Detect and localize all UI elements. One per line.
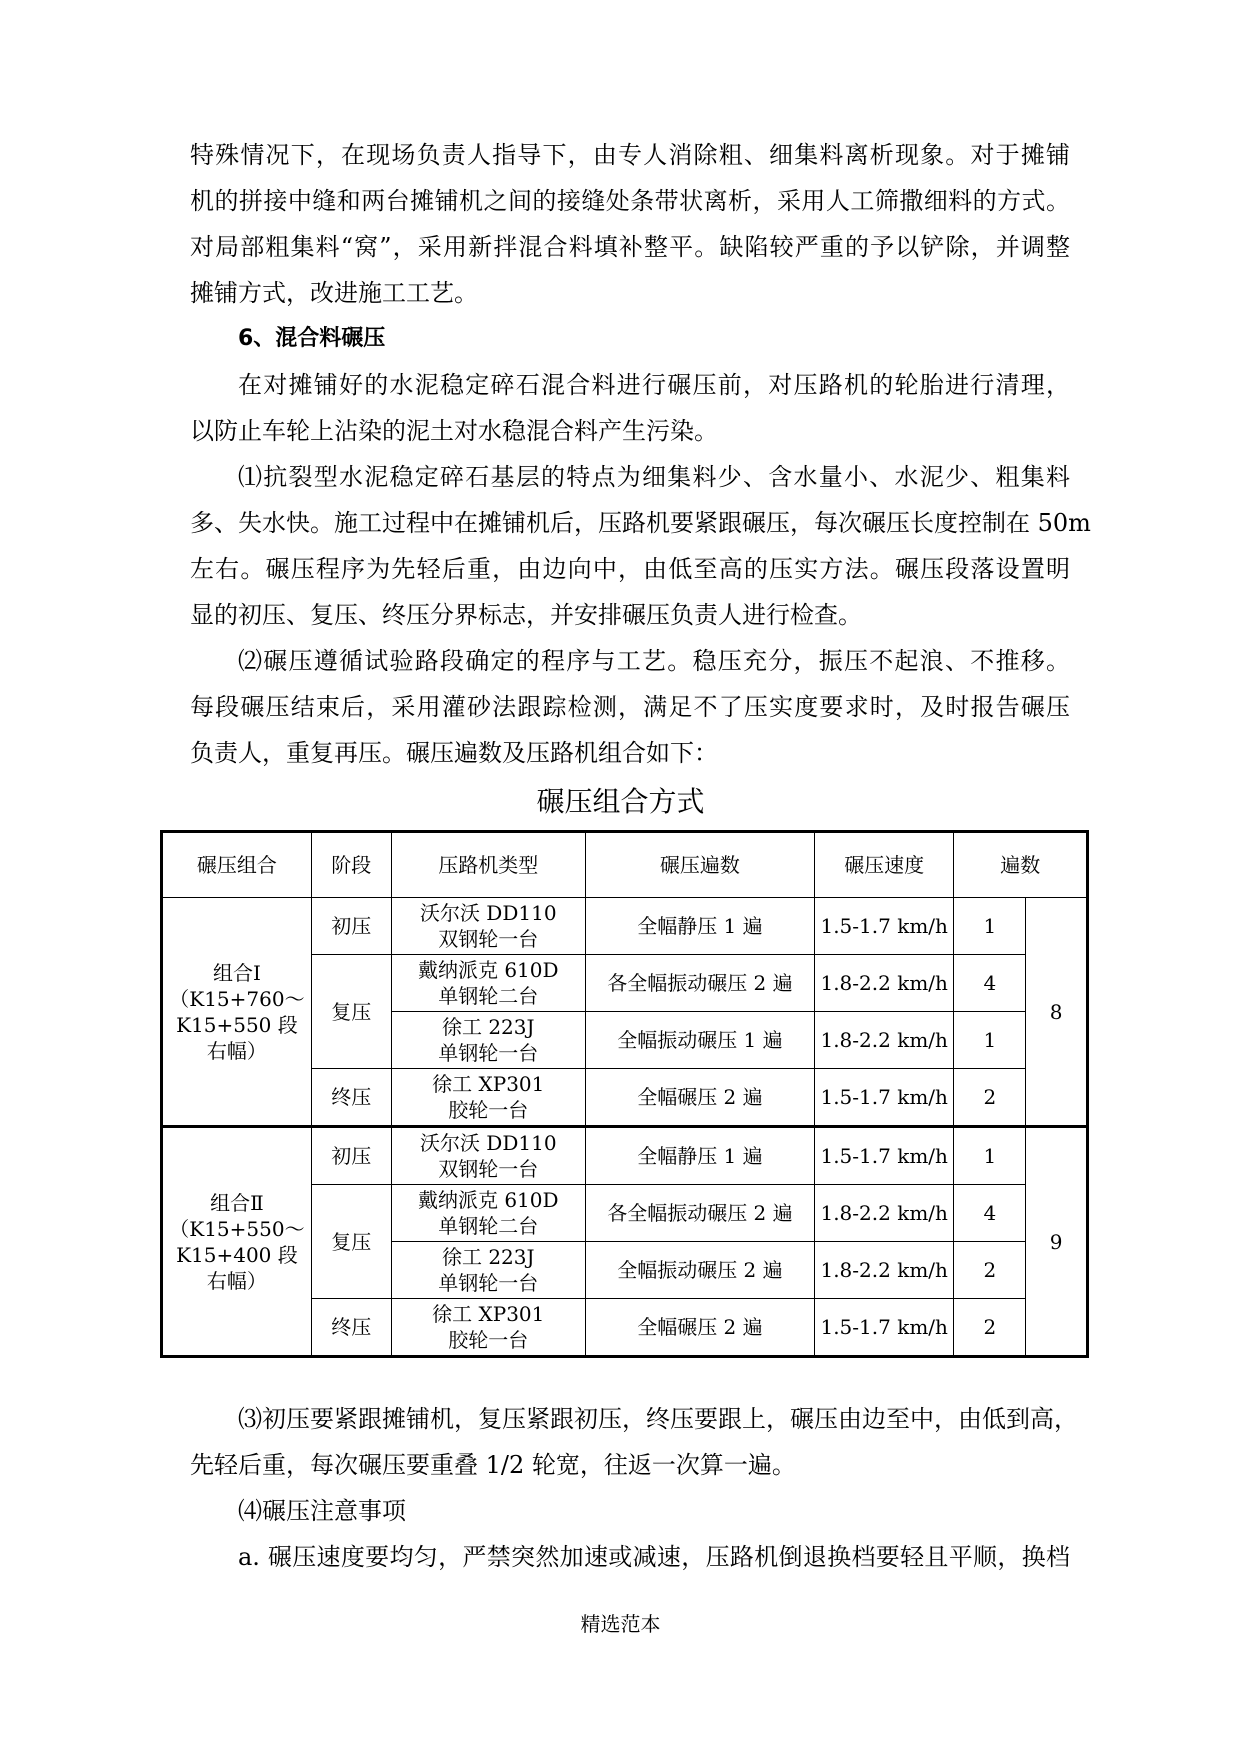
passes-cell: 全幅振动碾压 2 遍 [585, 1242, 814, 1299]
text-line: 机的拼接中缝和两台摊铺机之间的接缝处条带状离析，采用人工筛撒细料的方式。 [190, 187, 1070, 215]
count-cell: 1 [954, 1127, 1026, 1185]
count-cell: 4 [954, 955, 1026, 1012]
rolling-combination-table [160, 830, 1089, 1358]
machine-cell: 沃尔沃 DD110 双钢轮一台 [391, 898, 585, 955]
text-line: 在对摊铺好的水泥稳定碎石混合料进行碾压前，对压路机的轮胎进行清理， [238, 371, 1070, 399]
stage-cell: 初压 [311, 1127, 391, 1185]
text-line: 多、失水快。施工过程中在摊铺机后，压路机要紧跟碾压，每次碾压长度控制在 50m [190, 509, 1091, 537]
speed-cell: 1.8-2.2 km/h [814, 1242, 954, 1299]
text-line: 对局部粗集料“窝”，采用新拌混合料填补整平。缺陷较严重的予以铲除，并调整 [190, 233, 1070, 261]
count-cell: 1 [954, 1012, 1026, 1069]
text-line: 摊铺方式，改进施工工艺。 [190, 279, 478, 307]
machine-cell: 徐工 XP301 胶轮一台 [391, 1069, 585, 1127]
combination-cell: 组合Ⅱ （K15+550～ K15+400 段 右幅） [162, 1127, 312, 1357]
section-heading: 6、混合料碾压 [238, 326, 386, 351]
paragraph-bottom-1 [190, 1396, 1078, 1488]
header-cell: 碾压遍数 [585, 832, 814, 898]
stage-cell: 初压 [311, 898, 391, 955]
section-heading-block [190, 316, 1070, 362]
text-line: ⑴抗裂型水泥稳定碎石基层的特点为细集料少、含水量小、水泥少、粗集料 [238, 463, 1070, 491]
stage-cell: 复压 [311, 955, 391, 1069]
stage-cell: 复压 [311, 1185, 391, 1299]
passes-cell: 全幅振动碾压 1 遍 [585, 1012, 814, 1069]
machine-cell: 戴纳派克 610D 单钢轮二台 [391, 955, 585, 1012]
text-line: 负责人，重复再压。碾压遍数及压路机组合如下： [190, 739, 718, 767]
header-cell: 碾压速度 [814, 832, 954, 898]
count-cell: 4 [954, 1185, 1026, 1242]
text-line: 特殊情况下，在现场负责人指导下，由专人消除粗、细集料离析现象。对于摊铺 [190, 141, 1070, 169]
table-title: 碾压组合方式 [536, 785, 705, 818]
combination-cell: 组合Ⅰ （K15+760～ K15+550 段 右幅） [162, 898, 312, 1127]
text-line: ⑶初压要紧跟摊铺机，复压紧跟初压，终压要跟上，碾压由边至中，由低到高， [238, 1405, 1078, 1433]
header-cell: 压路机类型 [391, 832, 585, 898]
paragraph-bottom-3 [190, 1534, 1070, 1580]
table-row [162, 1127, 1088, 1185]
speed-cell: 1.5-1.7 km/h [814, 1069, 954, 1127]
text-line: a. 碾压速度要均匀，严禁突然加速或减速，压路机倒退换档要轻且平顺，换档 [238, 1543, 1070, 1571]
text-line: 左右。碾压程序为先轻后重，由边向中，由低至高的压实方法。碾压段落设置明 [190, 555, 1070, 583]
table-group [162, 1127, 1088, 1357]
speed-cell: 1.5-1.7 km/h [814, 1299, 954, 1357]
header-cell: 遍数 [954, 832, 1088, 898]
text-line: 显的初压、复压、终压分界标志，并安排碾压负责人进行检查。 [190, 601, 862, 629]
speed-cell: 1.8-2.2 km/h [814, 1012, 954, 1069]
paragraph-top [190, 132, 1070, 316]
text-line: 先轻后重，每次碾压要重叠 1/2 轮宽，往返一次算一遍。 [190, 1451, 796, 1479]
speed-cell: 1.5-1.7 km/h [814, 1127, 954, 1185]
passes-cell: 全幅静压 1 遍 [585, 1127, 814, 1185]
paragraph-mid-3 [190, 638, 1070, 776]
text-line: ⑵碾压遵循试验路段确定的程序与工艺。稳压充分，振压不起浪、不推移。 [238, 647, 1070, 675]
paragraph-mid-2 [190, 454, 1091, 638]
passes-cell: 全幅碾压 2 遍 [585, 1299, 814, 1357]
passes-cell: 各全幅振动碾压 2 遍 [585, 1185, 814, 1242]
table-row [162, 898, 1088, 955]
passes-cell: 全幅静压 1 遍 [585, 898, 814, 955]
paragraph-bottom-2 [190, 1488, 1070, 1534]
text-line: 每段碾压结束后，采用灌砂法跟踪检测，满足不了压实度要求时，及时报告碾压 [190, 693, 1070, 721]
table-header-row [162, 832, 1088, 898]
header-cell: 阶段 [311, 832, 391, 898]
machine-cell: 徐工 XP301 胶轮一台 [391, 1299, 585, 1357]
count-cell: 2 [954, 1069, 1026, 1127]
machine-cell: 戴纳派克 610D 单钢轮二台 [391, 1185, 585, 1242]
count-cell: 2 [954, 1242, 1026, 1299]
stage-cell: 终压 [311, 1299, 391, 1357]
stage-cell: 终压 [311, 1069, 391, 1127]
speed-cell: 1.8-2.2 km/h [814, 955, 954, 1012]
header-cell: 碾压组合 [162, 832, 312, 898]
text-line: ⑷碾压注意事项 [238, 1497, 406, 1525]
text-line: 以防止车轮上沾染的泥土对水稳混合料产生污染。 [190, 417, 718, 445]
count-cell: 2 [954, 1299, 1026, 1357]
passes-cell: 全幅碾压 2 遍 [585, 1069, 814, 1127]
speed-cell: 1.5-1.7 km/h [814, 898, 954, 955]
total-count-cell: 9 [1026, 1127, 1088, 1357]
passes-cell: 各全幅振动碾压 2 遍 [585, 955, 814, 1012]
table-group [162, 898, 1088, 1127]
speed-cell: 1.8-2.2 km/h [814, 1185, 954, 1242]
page-footer: 精选范本 [580, 1612, 661, 1636]
machine-cell: 沃尔沃 DD110 双钢轮一台 [391, 1127, 585, 1185]
paragraph-mid-1 [190, 362, 1070, 454]
machine-cell: 徐工 223J 单钢轮一台 [391, 1242, 585, 1299]
machine-cell: 徐工 223J 单钢轮一台 [391, 1012, 585, 1069]
total-count-cell: 8 [1026, 898, 1088, 1127]
count-cell: 1 [954, 898, 1026, 955]
